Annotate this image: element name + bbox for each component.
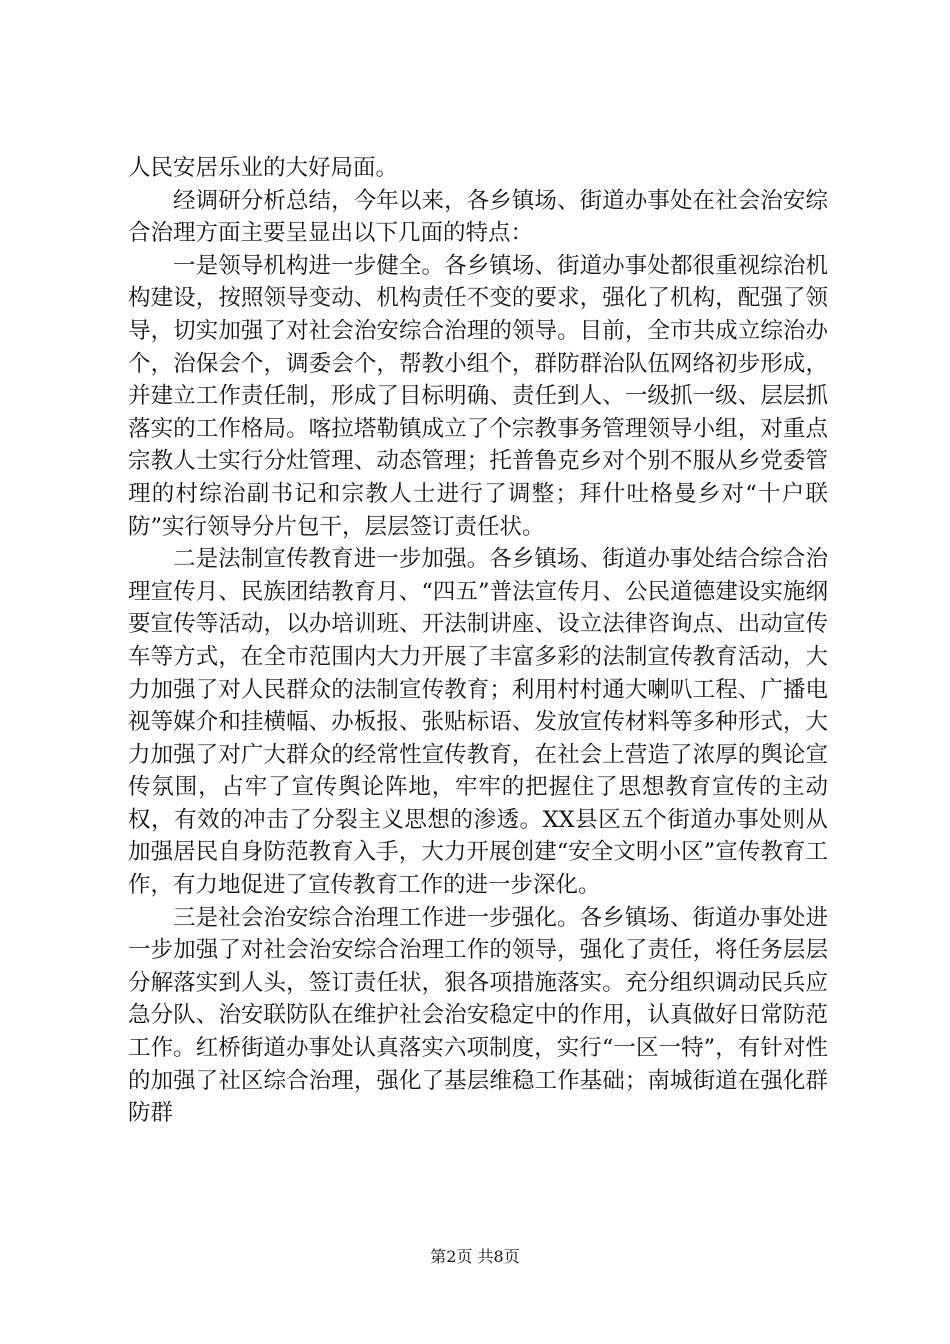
page-footer: 第2页 共8页 xyxy=(430,1247,520,1266)
paragraph-point-one: 一是领导机构进一步健全。各乡镇场、街道办事处都很重视综治机构建设，按照领导变动、机构责任不变的要求，强化了机构，配强了领导，切实加强了对社会治安综合治理的领导。目前，全市共成立综治办个，治保会个，调委会个，帮教小组个，群防群治队伍网络初步形成，并建立工作责任制，形成了目标明确、责任到人、一级抓一级、层层抓落实的工作格局。喀拉塔勒镇成立了个宗教事务管理领导小组，对重点宗教人士实行分灶管理、动态管理；托普鲁克乡对个别不服从乡党委管理的村综治副书记和宗教人士进行了调整；拜什吐格曼乡对“十户联防”实行领导分片包干，层层签订责任状。 xyxy=(128,252,828,540)
paragraph-point-two: 二是法制宣传教育进一步加强。各乡镇场、街道办事处结合综合治理宣传月、民族团结教育月、“四五”普法宣传月、公民道德建设实施纲要宣传等活动，以办培训班、开法制讲座、设立法律咨询点、出动宣传车等方式，在全市范围内大力开展了丰富多彩的法制宣传教育活动，大力加强了对人民群众的法制宣传教育；利用村村通大喇叭工程、广播电视等媒介和挂横幅、办板报、张贴标语、发放宣传材料等多种形式，大力加强了对广大群众的经常性宣传教育，在社会上营造了浓厚的舆论宣传氛围，占牢了宣传舆论阵地，牢牢的把握住了思想教育宣传的主动权，有效的冲击了分裂主义思想的渗透。XX县区五个街道办事处则从加强居民自身防范教育入手，大力开展创建“安全文明小区”宣传教育工作，有力地促进了宣传教育工作的进一步深化。 xyxy=(128,546,828,899)
paragraph-intro: 经调研分析总结，今年以来，各乡镇场、街道办事处在社会治安综合治理方面主要呈显出以下几面的特点： xyxy=(128,187,828,247)
paragraph-point-three: 三是社会治安综合治理工作进一步强化。各乡镇场、街道办事处进一步加强了对社会治安综合治理工作的领导，强化了责任，将任务层层分解落实到人头，签订责任状，狠各项措施落实。充分组织调动民兵应急分队、治安联防队在维护社会治安稳定中的作用，认真做好日常防范工作。红桥街道办事处认真落实六项制度，实行“一区一特”，有针对性的加强了社区综合治理，强化了基层维稳工作基础；南城街道在强化群防群 xyxy=(128,904,828,1127)
paragraph-continuation: 人民安居乐业的大好局面。 xyxy=(128,155,399,181)
document-body xyxy=(128,152,828,1130)
